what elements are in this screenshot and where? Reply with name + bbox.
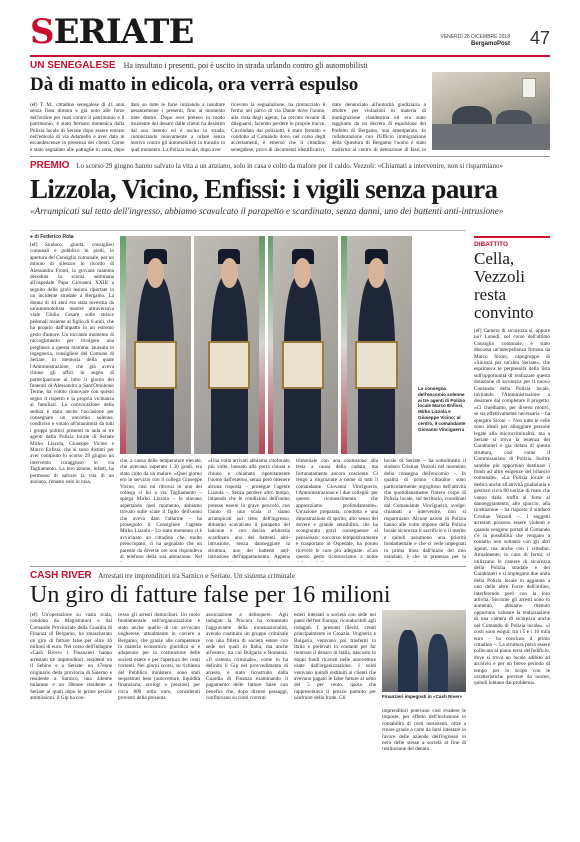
article3-photo: [382, 610, 466, 692]
article2-photo: [120, 236, 191, 454]
photo-officer-shape: [428, 634, 448, 692]
sidebar-kicker: DIBATTITO: [474, 241, 509, 248]
photo-flag-shape: [268, 236, 274, 454]
photo-certificate-shape: [208, 341, 250, 389]
issue-date: VENERDÌ 28 DICEMBRE 2018: [440, 34, 510, 40]
section-divider: [30, 156, 550, 157]
article1-column: stato denunciato all'autorità giudiziaria a ottobre per violazioni in materia di immigrazione clandestina ed era stato raggiunto da un decreto di espulsione del Prefetto di Bergamo, mai ottemperato. In collaborazione con l'Ufficio immigrazione della Questura di Bergamo l'uomo è stato trasferito al centro di detenzione di Bari in: [331, 102, 426, 152]
article1-body: [30, 102, 426, 152]
photo-face-shape: [147, 258, 164, 289]
article2-photo: [268, 236, 339, 454]
article2-column: trimoniale con una contusione alla testa a causa della caduta, ma fortunatamente ancora cosciente. Ci tengo a ringraziare a nome di tutti il comandante Giovanni Vinciguerra, l'Amministrazione e i due colleghi: per questo riconoscimento che apprezziamo profondamente». Un'azione preparata, condotta e una dimostrazione di spirito, alto senso del dovere e grande sensibilità, che ha scongiurato gravi conseguenze al pensionato: soccorso tempestivamente e trasportato in Ospedale, ha potuto ricevere le cure più adeguate. «Con questo gesto riconosciamo a nome: [296, 458, 378, 561]
photo-car-shape: [432, 124, 550, 150]
paper-name: BergamoPost: [470, 41, 510, 47]
article2-kicker-text: Lo scorso 29 giugno hanno salvato la vita a un anziano, solo in casa e colto da malore per il caldo. Vezzoli: «Chiamati a intervenire, non si risparmiano»: [76, 162, 503, 170]
article3-photo-caption: Finanzieri impegnati in «Cash River»: [382, 694, 463, 699]
article2-photo-strip: [120, 236, 412, 454]
photo-flag-shape: [341, 236, 347, 454]
article2-kicker-line: [30, 160, 550, 171]
article1-photo: [432, 72, 550, 150]
article2-photo-caption: La consegna dell'encomio solenne ai tre agenti di Polizia locale Marco Enfissi, Mirko Lizzola e Giuseppe Vicino; al centro, il comandante Giovanni Vinciguerra: [418, 386, 466, 432]
top-rule: [30, 55, 550, 57]
article1-column: ricevuto la segnalazione, ha rintracciato il fermo nel parco di via Dante dove l'uomo, alla vista degli agenti, ha cercato invano di dileguarsi, facendo perdere le proprie tracce. Circondato dai poliziotti, è stato fermato e condotto al Comando dove, nel corso degli accertamenti, è emerso che il cittadino senegalese, privo di documenti identificativi,: [231, 102, 326, 152]
sidebar-headline: Cella, Vezzoli resta convinto: [474, 249, 534, 322]
article3-column: (ef) Un'operazione su vasta scala, condotta da Magistratura e dal Comando Provinciale della Guardia di Finanza di Bergamo, ha smascherato un giro di fatture false per oltre 16 milioni di euro. Nel corso dell'indagine «Cash River» i Finanzieri hanno arrestato tre imprenditori, residenti tra il Sebino e a Seriate: un 47enne originario della provincia di Salerno e residente a Sarnico, una 44enne milanese e un 38enne residente a Seriate ai quali dopo le prime perizie ammissioni, il Gip ha con-: [30, 612, 112, 702]
article2-column: locale di Seriate – ha sottolineato il sindaco Cristian Vezzoli nel momento della consegna dell'encomio –. In qualità di primo cittadino sono particolarmente orgoglioso dell'attività che quotidianamente l'intero corpo di Polizia locale, sul territorio, coordinati dal Comandante Vinciguerra, svolge: chiamati a intervenire, non si risparmiano. Alcune azioni di Polizia hanno alle volte impone della Polizia locale sicurezza il sacrificio e il merito e quindi assumono una priorità fondamentale e che ci vede impegnati in prima linea dall'inizio del mio mandato, è che la presenza per la: [384, 458, 466, 561]
article3-column: associazione a delinquere. Agli indagati la Procura ha contestato l'aggravante della transnazionalità, avendo costituito un gruppo criminale con una filiera di società estere con sede nei quali in Italia, ma anche all'estero, tra cui Bulgaria e Romania. «Il sistema criminale», come lo ha definito il Gip nel provvedimento di arresto, è stato ricostruito dalla Guardia di Finanza esaminando il pagamento delle fatture false con benefici che, dopo diversi passaggi, confluivano su conti correnti: [206, 612, 288, 702]
article3-column: esteri intestati a società con sede nei paesi dell'est Europa, riconducibili agli indagati. I presunti illeciti, creati principalmente in Croazia, Ungheria e Bulgaria, venivano poi trasferiti in Italia e prelevati in contanti per far rientrare il denaro in Italia, nascosto in doppi fondi ricavati nelle autovetture usate dall'organizzazione. I soldi venivano quindi restituiti ai clienti che avevano pagato le false fatture al netto del 5 per cento, quota che rappresentava il prezzo pattuito per usufruire della frode. Gli: [294, 612, 376, 702]
article1-column: (ef) T. M., cittadino senegalese di 41 anni senza fissa dimora e già noto alle forze dell'ordine per reati contro il patrimonio e il patrimonio, è stato fermato domenica dalla Polizia locale di Seriate dopo essere entrato nell'edicola di via Adamello e aver dato in escandescenze in presenza dei clienti. Come è stato segnalato alle pattuglie in zona, dopo: [30, 102, 125, 152]
article1-kicker-line: [30, 60, 550, 71]
photo-certificate-shape: [282, 341, 324, 389]
article2-headline: Lizzola, Vicino, Enfissi: i vigili senza paura: [30, 174, 498, 204]
article2-body: [120, 458, 466, 562]
article3-kicker-line: [30, 570, 466, 581]
article3-headline: Un giro di fatture false per 16 milioni: [30, 582, 391, 608]
section-title-rest: ERIATE: [53, 12, 194, 52]
article3-kicker-text: Arrestati tre imprenditori tra Sarnico e Seriate. Un sistema criminale: [98, 572, 295, 580]
masthead: [30, 12, 550, 54]
photo-certificate-shape: [355, 341, 397, 389]
article2-column: «Una volta arrivati abbiamo citofonato più volte, bussato alla porta chiusa e chiuso e chiamato ripetutamente l'uomo dall'esterno, senza però ottenere alcuna risposta – prosegue l'agente Lizzola –. Senza perdere altro tempo, intuendo che le condizioni dell'uomo potesse essere in grave pericolo, con l'aiuto di una scala ci siamo arrampicati sul tetto dell'ingresso, abbiamo scavalcato il parapetto del balcone e con decisa arbitraria scardinato uno dei battenti anti-intrusione, senza danneggiare la struttura, uno dei battenti anti-intrusione dell'appartamento. Appena: [208, 458, 290, 561]
article1-headline: Dà di matto in edicola, ora verrà espulso: [30, 74, 359, 95]
article2-photo: [341, 236, 412, 454]
sidebar-text: (ef) Camera di sicurezza sì, oppure no? Lunedì, nel corso dell'ultimo Consiglio comunale, è stato discussa un'interpellanza firmata da Marco Sironi, capogruppo di «Sinistra per un'altra Seriate», che esprimeva le perplessità della lista sull'opportunità di realizzare questa dotazione di sicurezza per il nuovo Comando della Polizia locale, invitando l'Amministrazione a desistere dal completare il progetto. «Ci chiediamo, per diversi motivi, se sia effettivamente necessaria – ha spiegato Sironi –. Non tutte le celle sono ideali per alloggiare persone legate alla microcriminalità, ma a Seriate si trova la tenenza dei Carabinieri e già dotata di questa struttura, così come il Commissariato di Polizia. Inoltre sarebbe più opportuno destinare i fondi ad altre esigenze del bilancio comunale». «La Polizia locale si dedica anche all'attività giudiziaria e gestisce circa 80 notizie di reato che vanno dalla truffa al furto al danneggiamento, allo spaccio, alla ricettazione – ha risposto il sindaco Cristian Vezzoli –. I soggetti arrestati possono essere violenti e quando vengono portati al Comando c'è la possibilità che vengano a contatto non soltanto con gli altri agenti, ma anche con i cittadini. Attualmente, in caso di fermi, si utilizzano le camere di sicurezza della Polizia stradale e dei Carabinieri e si impiegano due unità della Polizia locale in aggiunta a uno delle altre Forze dell'ordine, interferendo però con la loro attività. Siccome gli arresti sono in aumento, abbiamo ritenuto opportuno valutare la realizzazione di una camera di sicurezza anche nel Comando di Polizia locale». «I costi sono esigui: tra i 5 e i 10 mila euro – ha concluso il primo cittadino –. La struttura potrà essere collocata al piano terra dell'edificio, dove si trova un locale adibito ad archivio e per un breve periodo di tempo per lo scopo con le caratteristiche previste da norme, quindi lontano dai problemi».: [474, 328, 550, 687]
article2-subtitle: «Arrampicati sul tetto dell'ingresso, abbiamo scavalcato il parapetto e scardinato, senza danni, uno dei battenti anti-intrusione»: [30, 206, 504, 216]
article1-kicker: UN SENEGALESE: [30, 60, 116, 71]
section-title-initial: S: [30, 12, 54, 52]
article2-byline: ● di Federico Rota: [30, 234, 74, 240]
section-title: [30, 12, 193, 52]
page-number: 47: [529, 28, 550, 48]
section-divider: [30, 566, 466, 567]
photo-flag-shape: [259, 236, 265, 454]
article2-column: che, a causa delle temperature elevate, che avevano superato i 30 gradi, era stato colto da un malore. «Quel giorno ero in servizio con il collega Giuseppe Vicino, così mi ritrovai in uno dei collega ci ho a via Tagliamento – spiega Mirko Lizzola – lo stavano aspettando quel momento, abbiamo trovato sulle scale il figlio dell'uomo che aveva dato l'allarme – ha proseguito il Consigliere l'agente Mirko Lizzola – Lo stato momento ci è avvicinato un cittadino che, molto preoccupato, ci ha segnalato che un parente da diverse ore non rispondeva al telefono della sua abitazione. Nel: [120, 458, 202, 561]
photo-flag-shape: [120, 236, 126, 454]
sidebar-box: [474, 236, 550, 687]
article2-column: (ef) Sindaco, giunta, consiglieri comunali e pubblico in piedi, in apertura del Consiglio comunale, per un minuto di silenzio in ricordo di Alessandra Fronti, la giovane mamma deceduta la scorsa settimana all'ospedale Papa Giovanni XXIII a seguito delle gravi lesioni riportate in un incidente stradale a Bergamo. La donna di 44 anni era stata investita da un'automobilista mentre attraversava viale Giulio Cesare sulle strisce pedonali insieme al figlio di 6 anni, che ha proprio dall'impatto in un estremo gesto d'amore. Un toccante momento di raccoglimento per rivolgere una preghiera a questa mamma, laureata in ingegneria, consigliere del Comune di Seriate, in memoria della quale l'Amministrazione, che già aveva chiuso gli uffici in segno di partecipazione al lutto il giorno dei funerali di Alessandra a Sant'Omobono Terme, ha voluto rinnovare con questo segno il rispetto e la propria vicinanza ai familiari. La convocazione della seduta è stata anche l'occasione per consegnare un encomio solenne, condiviso e votato all'unanimità da tutti i gruppi politici presenti in aula ai tre agenti della Polizia locale di Seriate Mirko Lizzola, Giuseppe Vicino e Marco Enfissi, che si sono distinti per aver compiuto lo scorso 29 giugno un intervento coraggioso in via Tagliamento. La loro azione, infatti, ha permesso di salvare la vita di un anziano, rimasto solo in casa,: [30, 242, 114, 486]
article1-column: dato su tutte le furie iniziando a insultare pesantemente i presenti, fino al momento tutte dentro. Dopo aver preteso in modo insistente del denaro dalle clienti ha desistito dal suo intento ed è uscito in strada, cominciando nuovamente a urlare senza motivo contro gli automobilisti in transito in quel momento. La Polizia locale, dopo aver: [130, 102, 225, 152]
sidebar-rule: [474, 236, 550, 238]
article2-kicker: PREMIO: [30, 160, 70, 171]
photo-officer-shape: [398, 630, 418, 692]
article2-photo: [194, 236, 265, 454]
article2-rule: [30, 230, 466, 231]
article1-kicker-text: Ha insultato i presenti, poi è uscito in strada urlando contro gli automobilisti: [123, 61, 368, 70]
photo-face-shape: [221, 258, 238, 289]
article3-kicker: CASH RIVER: [30, 570, 92, 581]
article3-column: imprenditori potevano così evadere le imposte, per effetto dell'inclusione in contabilità di costi inesistenti, oltre a creare grazie a carte da farsi intestare in favore delle aziende dell'ingresso in nero delle stesse a società al fine di restituzione del denaro.: [382, 708, 466, 753]
photo-certificate-shape: [134, 341, 176, 389]
photo-sign-shape: [522, 78, 536, 98]
article3-column: cesso gli arresti domiciliari. Un ruolo fondamentale nell'organizzazione è stato anche quello di un avvocato ungherese, attualmente in carcere a Bergamo, che grazie alle competenze in materia economico giuridica si è adoperato per la costituzione delle società estere e per l'apertura dei conti correnti. Nei giorni scorsi, su richiesta del Pubblico ministero, sono stati sequestrati beni (autovetture, liquidità finanziaria, orologi e preziosi) per circa 800 mila euro, considerati proventi della presunta: [118, 612, 200, 702]
